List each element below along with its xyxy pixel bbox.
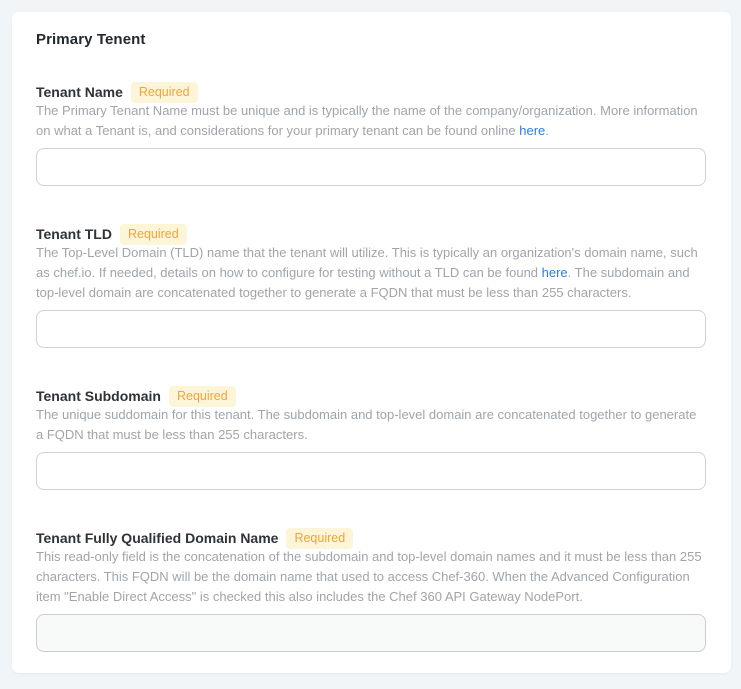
description-text: This read-only field is the concatenation of the subdomain and top-level domain names and it must be less than 255 characters. This FQDN will be the domain name that used to access Chef-360. When the Advanced Configuration item "Enable Direct Access" is checked this also includes the Chef 360 API Gateway NodePort. (36, 549, 702, 604)
tenant-name-description (36, 101, 706, 141)
description-text: . The subdomain and top-level domain are concatenated together to generate a FQDN that must be less than 255 characters. (36, 265, 690, 300)
required-badge: Required (120, 224, 187, 245)
field-label-row (36, 83, 706, 101)
tenant-name-input[interactable] (36, 148, 706, 186)
tenant-tld-description (36, 243, 706, 303)
tenant-subdomain-description (36, 405, 706, 445)
tenant-fqdn-label: Tenant Fully Qualified Domain Name (36, 530, 279, 546)
field-tenant-name (36, 83, 706, 186)
page-title: Primary Tenent (36, 31, 146, 48)
field-label-row (36, 387, 706, 405)
required-badge: Required (131, 82, 198, 103)
description-text: . (545, 123, 549, 138)
field-label-row (36, 225, 706, 243)
field-tenant-subdomain (36, 387, 706, 490)
tenant-subdomain-label: Tenant Subdomain (36, 388, 161, 404)
here-link[interactable]: here (519, 123, 546, 138)
tenant-fqdn-description (36, 547, 706, 607)
tenant-tld-label: Tenant TLD (36, 226, 112, 242)
field-tenant-tld (36, 225, 706, 348)
here-link[interactable]: here (541, 265, 568, 280)
description-text: The Top-Level Domain (TLD) name that the tenant will utilize. This is typically an organization's domain name, such as chef.io. If needed, details on how to configure for testing without a TLD can be found (36, 245, 698, 280)
field-label-row (36, 529, 706, 547)
field-tenant-fqdn (36, 529, 706, 652)
tenant-subdomain-input[interactable] (36, 452, 706, 490)
description-text: The Primary Tenant Name must be unique and is typically the name of the company/organization. More information on what a Tenant is, and considerations for your primary tenant can be found online (36, 103, 698, 138)
tenant-name-label: Tenant Name (36, 84, 123, 100)
required-badge: Required (286, 528, 353, 549)
required-badge: Required (169, 386, 236, 407)
description-text: The unique suddomain for this tenant. The subdomain and top-level domain are concatenated together to generate a FQDN that must be less than 255 characters. (36, 407, 697, 442)
tenant-fqdn-input (36, 614, 706, 652)
tenant-tld-input[interactable] (36, 310, 706, 348)
primary-tenant-card (12, 12, 731, 673)
